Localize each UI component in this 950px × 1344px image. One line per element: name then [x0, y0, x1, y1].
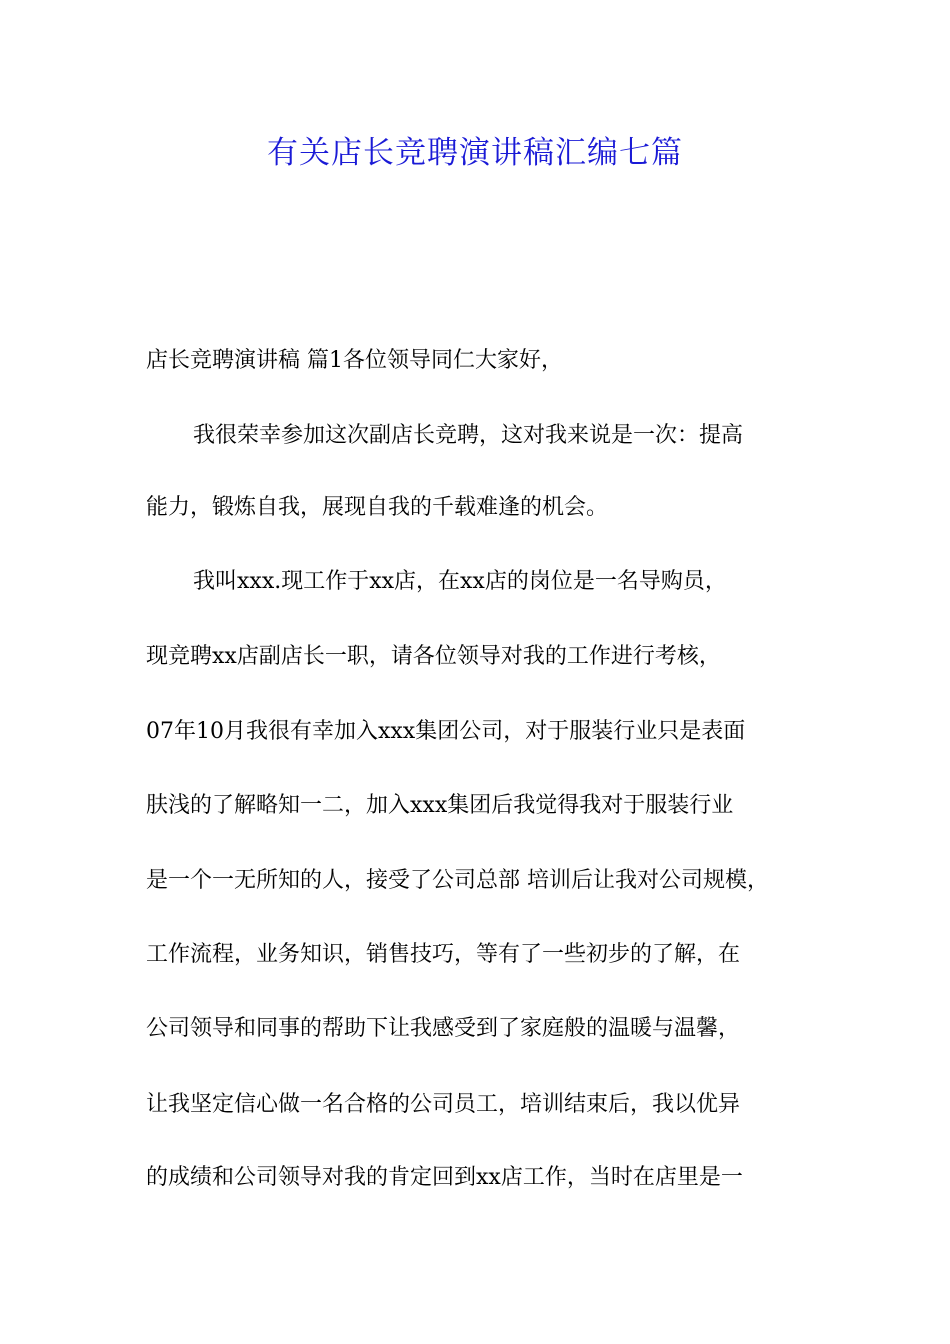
paragraph-line: 是一个一无所知的人，接受了公司总部 培训后让我对公司规模，	[146, 868, 769, 893]
paragraph-line: 公司领导和同事的帮助下让我感受到了家庭般的温暖与温馨，	[146, 1016, 741, 1041]
paragraph-line: 能力，锻炼自我，展现自我的千载难逢的机会。	[146, 495, 609, 520]
paragraph-line: 店长竞聘演讲稿 篇1各位领导同仁大家好，	[146, 348, 563, 373]
paragraph-line: 让我坚定信心做一名合格的公司员工，培训结束后，我以优异	[146, 1092, 741, 1117]
paragraph-line: 我叫xxx.现工作于xx店，在xx店的岗位是一名导购员，	[193, 569, 727, 594]
paragraph-line: 的成绩和公司领导对我的肯定回到xx店工作，当时在店里是一	[146, 1165, 743, 1190]
document-title: 有关店长竞聘演讲稿汇编七篇	[267, 135, 683, 171]
paragraph-line: 07年10月我很有幸加入xxx集团公司，对于服装行业只是表面	[146, 719, 746, 744]
paragraph-line: 肤浅的了解略知一二，加入xxx集团后我觉得我对于服装行业	[146, 793, 734, 818]
paragraph-line: 我很荣幸参加这次副店长竞聘，这对我来说是一次：提高	[193, 423, 744, 448]
paragraph-line: 工作流程，业务知识，销售技巧，等有了一些初步的了解，在	[146, 942, 741, 967]
paragraph-line: 现竞聘xx店副店长一职，请各位领导对我的工作进行考核，	[146, 644, 721, 669]
